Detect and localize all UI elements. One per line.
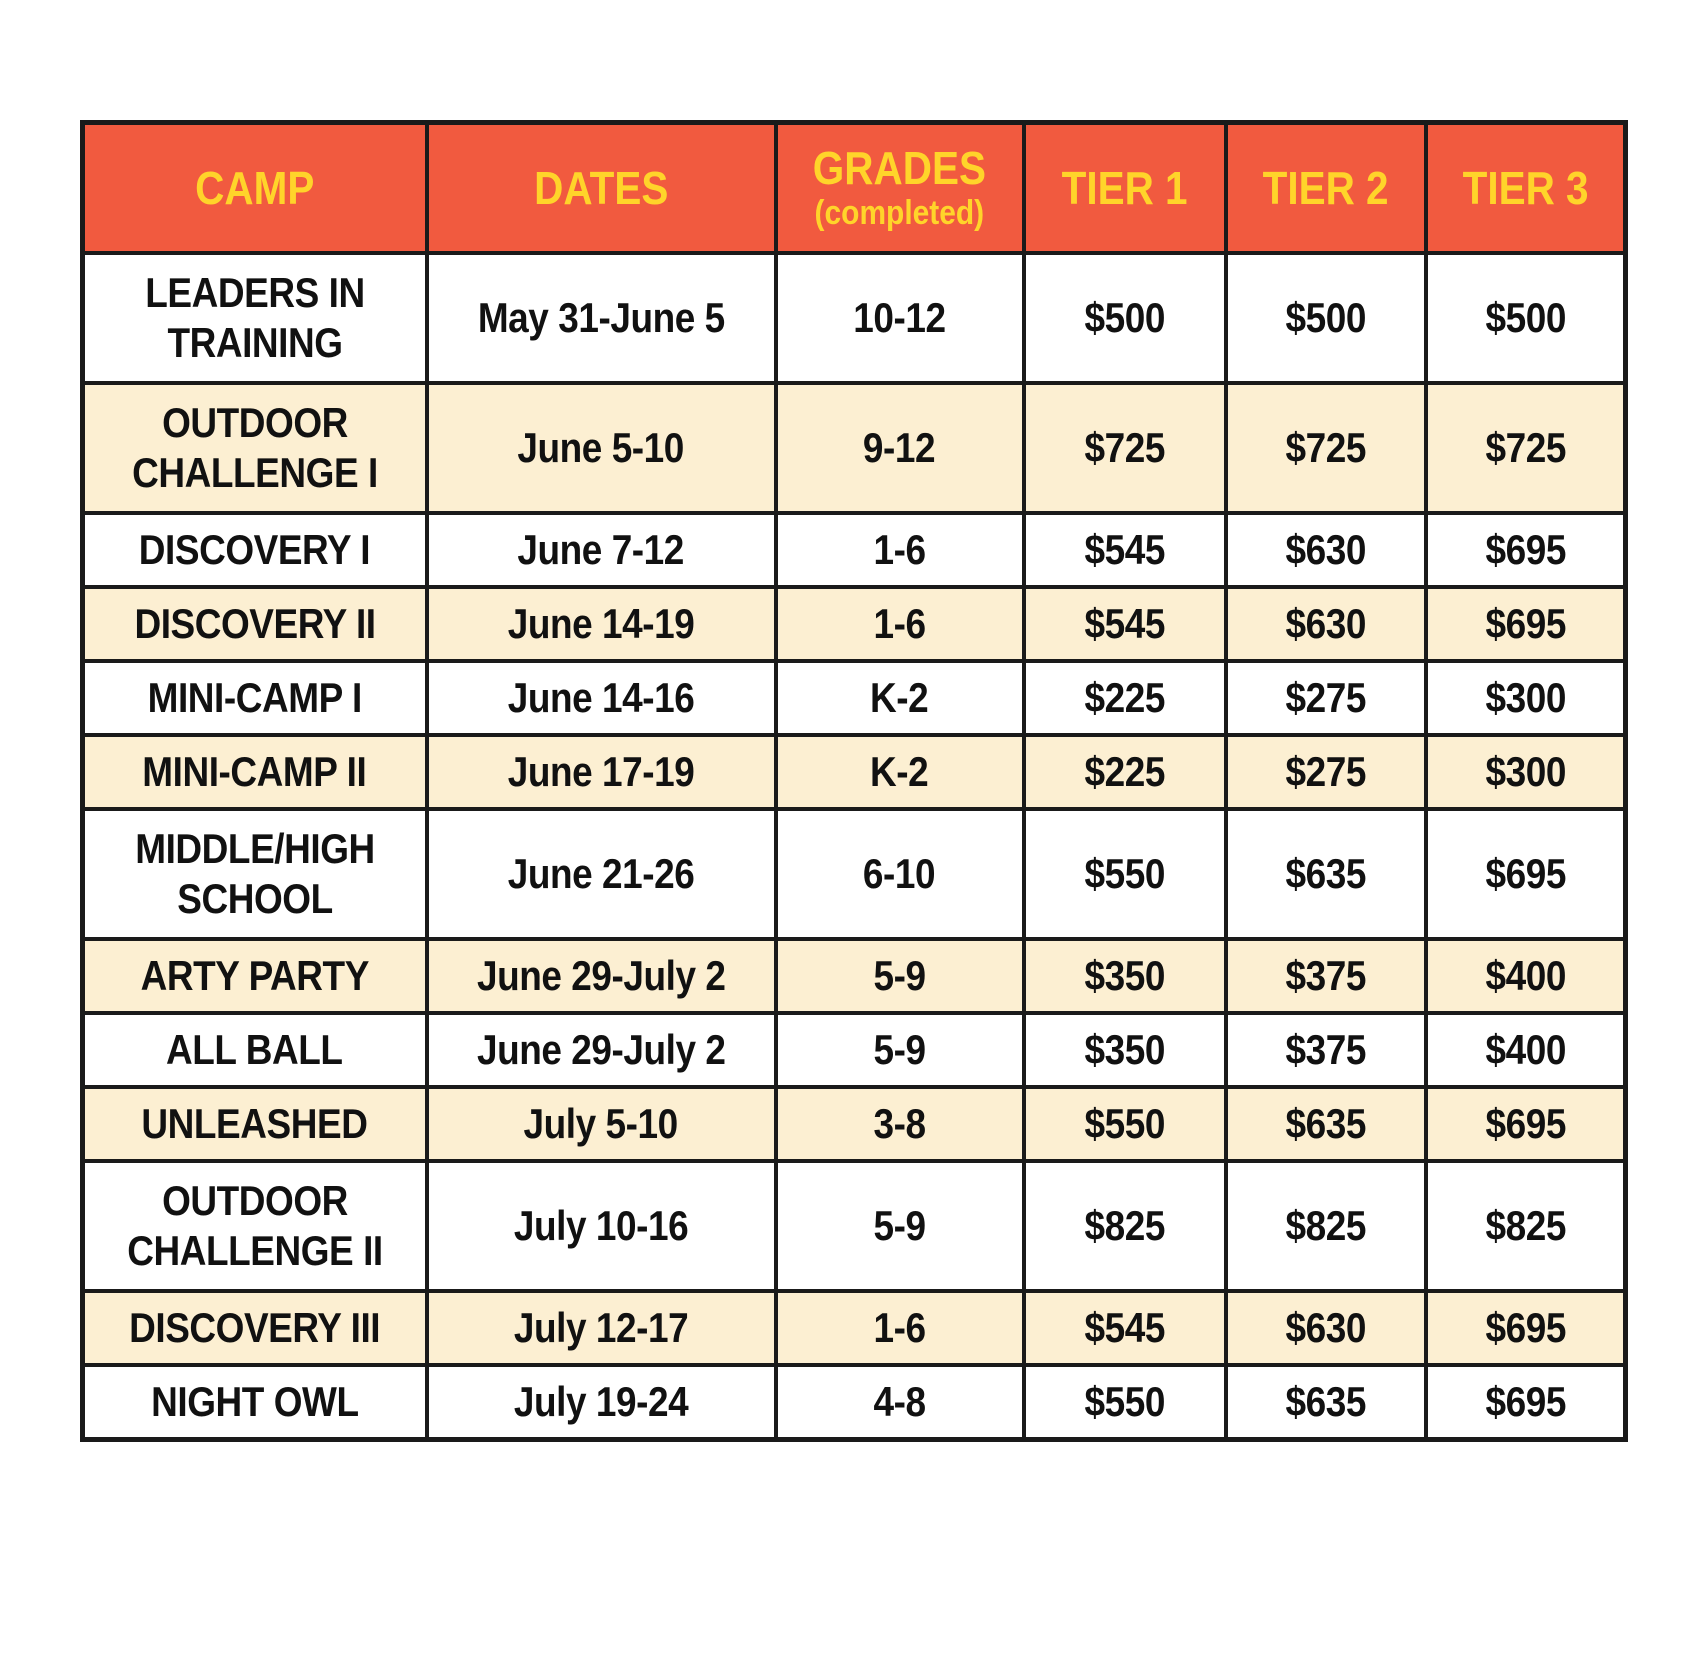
table-row <box>83 735 1626 809</box>
cell-dates: May 31-June 5 <box>427 253 776 383</box>
cell-camp: MINI-CAMP I <box>83 661 427 735</box>
cell-tier-2: $500 <box>1226 253 1426 383</box>
cell-tier-2: $825 <box>1226 1161 1426 1291</box>
cell-tier-3: $695 <box>1426 1087 1626 1161</box>
cell-grades: 5-9 <box>776 939 1024 1013</box>
cell-grades: 3-8 <box>776 1087 1024 1161</box>
cell-tier-1: $545 <box>1024 587 1226 661</box>
cell-camp: OUTDOOR CHALLENGE II <box>83 1161 427 1291</box>
cell-camp: DISCOVERY III <box>83 1291 427 1365</box>
cell-camp: DISCOVERY I <box>83 513 427 587</box>
cell-tier-2: $635 <box>1226 1365 1426 1439</box>
cell-tier-1: $725 <box>1024 383 1226 513</box>
cell-tier-1: $550 <box>1024 1365 1226 1439</box>
cell-tier-1: $225 <box>1024 735 1226 809</box>
cell-grades: 1-6 <box>776 513 1024 587</box>
table-row <box>83 1291 1626 1365</box>
cell-tier-2: $725 <box>1226 383 1426 513</box>
header-grades-sublabel: (completed) <box>814 194 985 233</box>
table-row <box>83 809 1626 939</box>
cell-tier-3: $695 <box>1426 513 1626 587</box>
cell-dates: June 14-16 <box>427 661 776 735</box>
header-grades <box>776 123 1024 254</box>
cell-camp: MIDDLE/HIGH SCHOOL <box>83 809 427 939</box>
cell-dates: June 29-July 2 <box>427 1013 776 1087</box>
cell-grades: 5-9 <box>776 1013 1024 1087</box>
cell-tier-3: $500 <box>1426 253 1626 383</box>
cell-camp: OUTDOOR CHALLENGE I <box>83 383 427 513</box>
cell-dates: June 5-10 <box>427 383 776 513</box>
cell-tier-2: $375 <box>1226 939 1426 1013</box>
cell-tier-1: $550 <box>1024 1087 1226 1161</box>
header-dates: DATES <box>427 123 776 254</box>
cell-tier-2: $635 <box>1226 809 1426 939</box>
cell-tier-3: $695 <box>1426 1291 1626 1365</box>
cell-tier-1: $545 <box>1024 513 1226 587</box>
cell-dates: July 12-17 <box>427 1291 776 1365</box>
cell-grades: 4-8 <box>776 1365 1024 1439</box>
cell-tier-3: $695 <box>1426 1365 1626 1439</box>
cell-tier-1: $550 <box>1024 809 1226 939</box>
cell-grades: 1-6 <box>776 1291 1024 1365</box>
cell-tier-3: $695 <box>1426 809 1626 939</box>
cell-grades: 6-10 <box>776 809 1024 939</box>
cell-tier-2: $630 <box>1226 587 1426 661</box>
camp-pricing-table <box>80 120 1628 1442</box>
cell-tier-1: $350 <box>1024 1013 1226 1087</box>
cell-camp: DISCOVERY II <box>83 587 427 661</box>
cell-dates: July 10-16 <box>427 1161 776 1291</box>
cell-tier-3: $300 <box>1426 661 1626 735</box>
cell-tier-2: $275 <box>1226 661 1426 735</box>
cell-camp: UNLEASHED <box>83 1087 427 1161</box>
table-header <box>83 123 1626 254</box>
cell-tier-1: $350 <box>1024 939 1226 1013</box>
cell-grades: K-2 <box>776 661 1024 735</box>
cell-tier-1: $545 <box>1024 1291 1226 1365</box>
cell-dates: July 19-24 <box>427 1365 776 1439</box>
cell-tier-2: $630 <box>1226 1291 1426 1365</box>
cell-grades: 10-12 <box>776 253 1024 383</box>
cell-camp: LEADERS IN TRAINING <box>83 253 427 383</box>
cell-dates: June 21-26 <box>427 809 776 939</box>
cell-tier-1: $225 <box>1024 661 1226 735</box>
cell-grades: 1-6 <box>776 587 1024 661</box>
cell-tier-2: $275 <box>1226 735 1426 809</box>
header-grades-label: GRADES <box>812 142 987 194</box>
header-tier-2: TIER 2 <box>1226 123 1426 254</box>
cell-camp: ARTY PARTY <box>83 939 427 1013</box>
cell-dates: June 7-12 <box>427 513 776 587</box>
cell-tier-1: $825 <box>1024 1161 1226 1291</box>
header-camp: CAMP <box>83 123 427 254</box>
cell-tier-3: $300 <box>1426 735 1626 809</box>
header-row <box>83 123 1626 254</box>
table-body <box>83 253 1626 1439</box>
header-tier-3: TIER 3 <box>1426 123 1626 254</box>
cell-grades: K-2 <box>776 735 1024 809</box>
table-row <box>83 383 1626 513</box>
cell-grades: 5-9 <box>776 1161 1024 1291</box>
cell-tier-3: $725 <box>1426 383 1626 513</box>
cell-dates: June 14-19 <box>427 587 776 661</box>
table-row <box>83 1365 1626 1439</box>
table-row <box>83 513 1626 587</box>
cell-camp: NIGHT OWL <box>83 1365 427 1439</box>
cell-tier-1: $500 <box>1024 253 1226 383</box>
cell-dates: July 5-10 <box>427 1087 776 1161</box>
table-row <box>83 1087 1626 1161</box>
cell-tier-2: $630 <box>1226 513 1426 587</box>
table-row <box>83 587 1626 661</box>
cell-tier-2: $375 <box>1226 1013 1426 1087</box>
cell-dates: June 29-July 2 <box>427 939 776 1013</box>
cell-tier-3: $400 <box>1426 939 1626 1013</box>
header-tier-1: TIER 1 <box>1024 123 1226 254</box>
table-row <box>83 1013 1626 1087</box>
cell-tier-2: $635 <box>1226 1087 1426 1161</box>
table-row <box>83 253 1626 383</box>
cell-tier-3: $825 <box>1426 1161 1626 1291</box>
cell-tier-3: $400 <box>1426 1013 1626 1087</box>
cell-tier-3: $695 <box>1426 587 1626 661</box>
cell-camp: ALL BALL <box>83 1013 427 1087</box>
table-row <box>83 939 1626 1013</box>
table-row <box>83 661 1626 735</box>
cell-camp: MINI-CAMP II <box>83 735 427 809</box>
cell-grades: 9-12 <box>776 383 1024 513</box>
cell-dates: June 17-19 <box>427 735 776 809</box>
table-row <box>83 1161 1626 1291</box>
